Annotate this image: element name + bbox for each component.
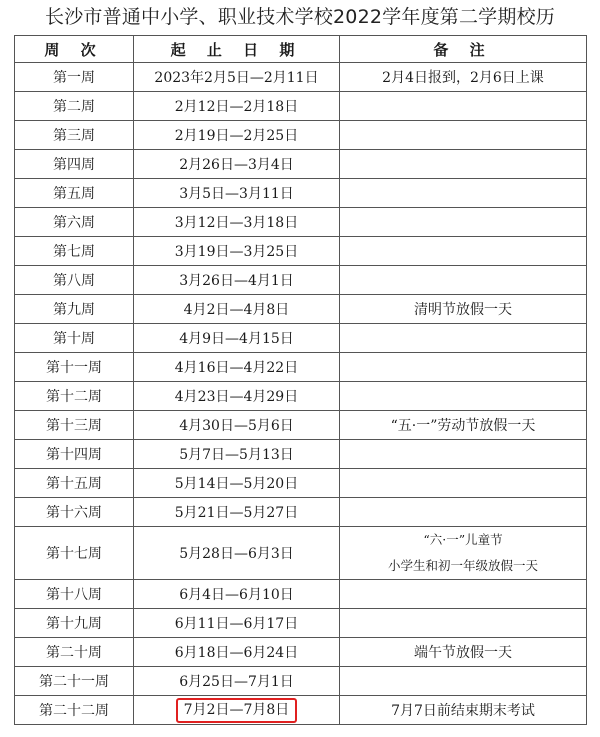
table-row xyxy=(15,580,587,609)
week-cell: 第十五周 xyxy=(15,469,134,498)
highlighted-dates: 7月2日—7月8日 xyxy=(176,698,298,723)
table-row xyxy=(15,469,587,498)
dates-cell: 5月28日—6月3日 xyxy=(134,527,340,580)
dates-cell: 3月26日—4月1日 xyxy=(134,266,340,295)
table-row xyxy=(15,527,587,580)
note-cell xyxy=(340,150,587,179)
header-notes: 备 注 xyxy=(340,36,587,63)
dates-cell: 5月14日—5月20日 xyxy=(134,469,340,498)
note-cell xyxy=(340,469,587,498)
note-cell xyxy=(340,353,587,382)
note-cell xyxy=(340,498,587,527)
table-row xyxy=(15,498,587,527)
table-row xyxy=(15,92,587,121)
week-cell: 第十一周 xyxy=(15,353,134,382)
table-row xyxy=(15,63,587,92)
week-cell: 第五周 xyxy=(15,179,134,208)
table-row xyxy=(15,150,587,179)
table-row xyxy=(15,121,587,150)
table-row xyxy=(15,696,587,725)
table-row xyxy=(15,237,587,266)
week-cell: 第四周 xyxy=(15,150,134,179)
dates-cell: 4月23日—4月29日 xyxy=(134,382,340,411)
note-cell xyxy=(340,92,587,121)
dates-cell: 3月5日—3月11日 xyxy=(134,179,340,208)
dates-cell: 3月12日—3月18日 xyxy=(134,208,340,237)
page-title: 长沙市普通中小学、职业技术学校2022学年度第二学期校历 xyxy=(45,6,555,28)
dates-cell: 2023年2月5日—2月11日 xyxy=(134,63,340,92)
table-row xyxy=(15,382,587,411)
note-line-1: “六·一”儿童节 xyxy=(423,532,503,547)
dates-cell xyxy=(134,696,340,725)
dates-cell: 4月30日—5月6日 xyxy=(134,411,340,440)
dates-cell: 6月25日—7月1日 xyxy=(134,667,340,696)
table-row xyxy=(15,667,587,696)
week-cell: 第一周 xyxy=(15,63,134,92)
table-row xyxy=(15,324,587,353)
week-cell: 第九周 xyxy=(15,295,134,324)
dates-cell: 6月4日—6月10日 xyxy=(134,580,340,609)
note-cell xyxy=(340,667,587,696)
note-cell: “五·一”劳动节放假一天 xyxy=(340,411,587,440)
dates-cell: 6月18日—6月24日 xyxy=(134,638,340,667)
note-cell xyxy=(340,440,587,469)
week-cell: 第七周 xyxy=(15,237,134,266)
week-cell: 第六周 xyxy=(15,208,134,237)
dates-cell: 4月2日—4月8日 xyxy=(134,295,340,324)
table-header-row xyxy=(15,36,587,63)
week-cell: 第十九周 xyxy=(15,609,134,638)
note-cell: 清明节放假一天 xyxy=(340,295,587,324)
week-cell: 第二十周 xyxy=(15,638,134,667)
dates-cell: 6月11日—6月17日 xyxy=(134,609,340,638)
note-cell xyxy=(340,179,587,208)
note-line-2: 小学生和初一年级放假一天 xyxy=(387,558,538,573)
week-cell: 第三周 xyxy=(15,121,134,150)
table-row xyxy=(15,609,587,638)
dates-cell: 2月19日—2月25日 xyxy=(134,121,340,150)
table-row xyxy=(15,266,587,295)
week-cell: 第十八周 xyxy=(15,580,134,609)
note-cell xyxy=(340,208,587,237)
note-cell xyxy=(340,121,587,150)
dates-cell: 5月21日—5月27日 xyxy=(134,498,340,527)
note-cell xyxy=(340,527,587,580)
header-week: 周 次 xyxy=(15,36,134,63)
school-calendar-table xyxy=(14,35,587,725)
table-row xyxy=(15,208,587,237)
note-cell: 端午节放假一天 xyxy=(340,638,587,667)
week-cell: 第二十二周 xyxy=(15,696,134,725)
week-cell: 第十四周 xyxy=(15,440,134,469)
table-row xyxy=(15,295,587,324)
note-cell: 2月4日报到，2月6日上课 xyxy=(340,63,587,92)
week-cell: 第二十一周 xyxy=(15,667,134,696)
week-cell: 第十七周 xyxy=(15,527,134,580)
note-cell xyxy=(340,382,587,411)
table-row xyxy=(15,179,587,208)
table-row xyxy=(15,353,587,382)
dates-cell: 4月16日—4月22日 xyxy=(134,353,340,382)
table-row xyxy=(15,411,587,440)
week-cell: 第十周 xyxy=(15,324,134,353)
note-cell xyxy=(340,266,587,295)
week-cell: 第十二周 xyxy=(15,382,134,411)
header-dates: 起 止 日 期 xyxy=(134,36,340,63)
table-row xyxy=(15,440,587,469)
note-cell xyxy=(340,237,587,266)
dates-cell: 3月19日—3月25日 xyxy=(134,237,340,266)
week-cell: 第十六周 xyxy=(15,498,134,527)
week-cell: 第二周 xyxy=(15,92,134,121)
dates-cell: 2月26日—3月4日 xyxy=(134,150,340,179)
note-cell xyxy=(340,324,587,353)
note-cell xyxy=(340,580,587,609)
week-cell: 第八周 xyxy=(15,266,134,295)
table-row xyxy=(15,638,587,667)
note-cell xyxy=(340,609,587,638)
dates-cell: 2月12日—2月18日 xyxy=(134,92,340,121)
note-cell: 7月7日前结束期末考试 xyxy=(340,696,587,725)
dates-cell: 4月9日—4月15日 xyxy=(134,324,340,353)
dates-cell: 5月7日—5月13日 xyxy=(134,440,340,469)
week-cell: 第十三周 xyxy=(15,411,134,440)
